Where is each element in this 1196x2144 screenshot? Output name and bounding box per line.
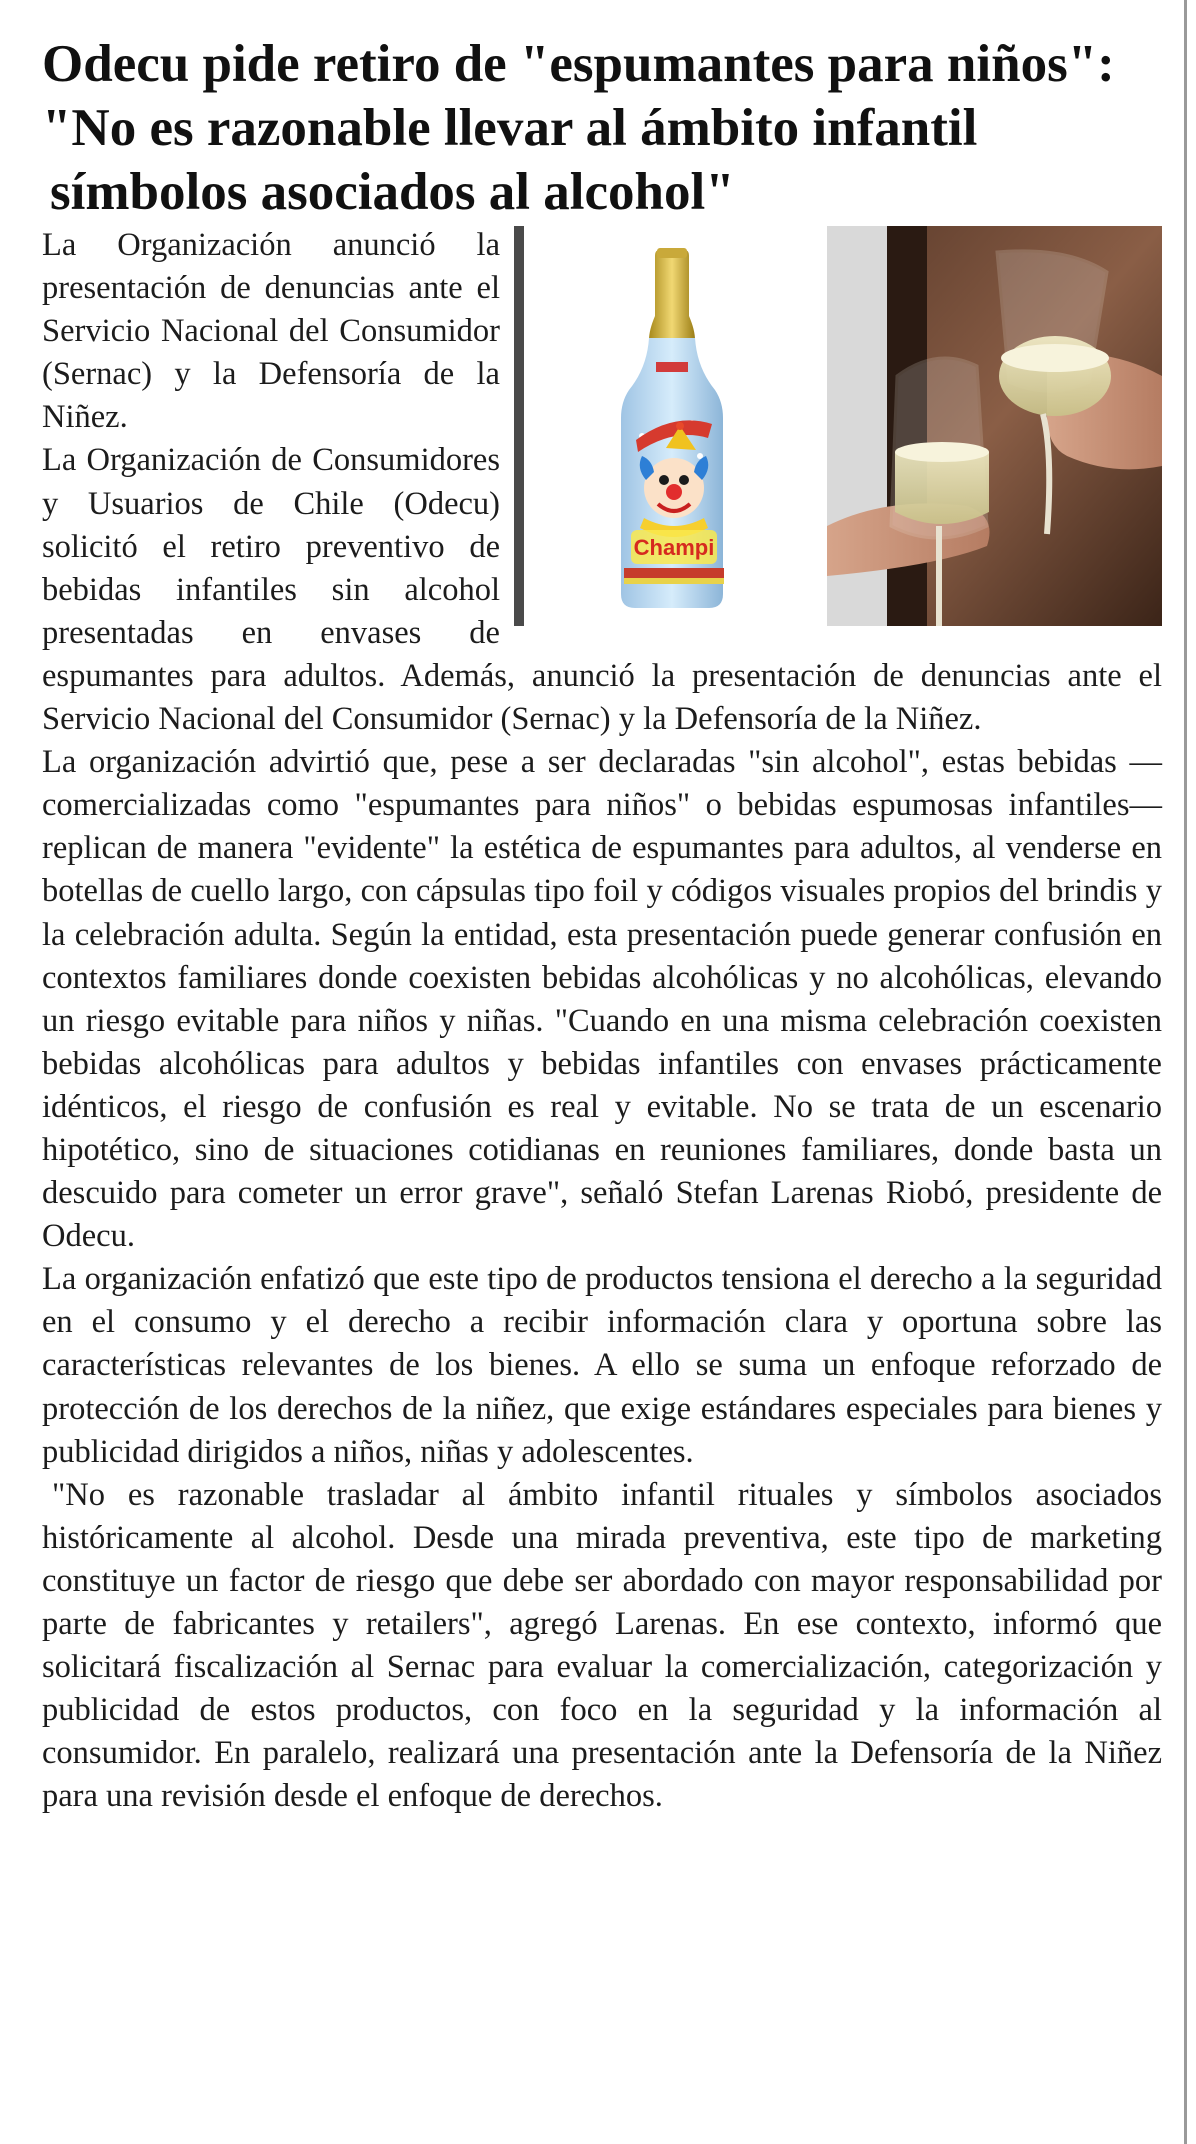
article-paragraph-2: La organización advirtió que, pese a ser declaradas "sin alcohol", estas bebidas —comercializadas como "espumantes para niños" o bebidas espumosas infantiles— replican de manera "evidente" la estética de espumantes para adultos, al venderse en botellas de cuello largo, con cápsulas tipo foil y códigos visuales propios del brindis y la celebración adulta. Según la entidad, esta presentación puede generar confusión en contextos familiares donde coexisten bebidas alcohólicas y no alcohólicas, elevando un riesgo evitable para niños y niñas. "Cuando en una misma celebración coexisten bebidas alcohólicas para adultos y bebidas infantiles con envases prácticamente idénticos, el riesgo de confusión es real y evitable. No se trata de un escenario hipotético, sino de situaciones cotidianas en reuniones familiares, donde basta un descuido para cometer un error grave", señaló Stefan Larenas Riobó, presidente de Odecu. [42, 744, 1162, 1255]
article-body [42, 224, 1162, 1818]
headline-line-2: "No es razonable llevar al ámbito infantil [42, 99, 978, 157]
headline-line-1: Odecu pide retiro de "espumantes para niños": [42, 35, 1115, 93]
article-paragraph-3: La organización enfatizó que este tipo de productos tensiona el derecho a la seguridad en el consumo y el derecho a recibir información clara y oportuna sobre las características relevantes de los bienes. A ello se suma un enfoque reforzado de protección de los derechos de la niñez, que exige estándares especiales para bienes y publicidad dirigidos a niños, niñas y adolescentes. [42, 1261, 1162, 1470]
news-article [42, 32, 1162, 1818]
bottle-brand-label: Champi [633, 535, 715, 560]
article-headline [42, 32, 1162, 224]
article-lead-paragraph: La Organización anunció la presentación de denuncias ante el Servicio Nacional del Consumidor (Sernac) y la Defensoría de la Niñez. [42, 227, 500, 436]
bottle-icon [514, 226, 827, 626]
article-paragraph-4: "No es razonable trasladar al ámbito infantil rituales y símbolos asociados históricamente al alcohol. Desde una mirada preventiva, este tipo de marketing constituye un factor de riesgo que debe ser abordado con mayor responsabilidad por parte de fabricantes y retailers", agregó Larenas. En ese contexto, informó que solicitará fiscalización al Sernac para evaluar la comercialización, categorización y publicidad de estos productos, con foco en la seguridad y la información al consumidor. En paralelo, realizará una presentación ante la Defensoría de la Niñez para una revisión desde el enfoque de derechos. [42, 1476, 1162, 1815]
product-bottle-image [514, 226, 827, 626]
wine-glasses-photo [827, 226, 1162, 626]
article-figure [514, 226, 1162, 626]
page-edge-rule [1184, 0, 1187, 2144]
headline-line-3: símbolos asociados al alcohol" [50, 163, 735, 221]
figure-divider [514, 226, 524, 626]
article-paragraph-1: La Organización de Consumidores y Usuarios de Chile (Odecu) solicitó el retiro preventivo de bebidas infantiles sin alcohol presentadas en envases de espumantes para adultos. Además, anunció la presentación de denuncias ante el Servicio Nacional del Consumidor (Sernac) y la Defensoría de la Niñez. [42, 442, 1162, 738]
